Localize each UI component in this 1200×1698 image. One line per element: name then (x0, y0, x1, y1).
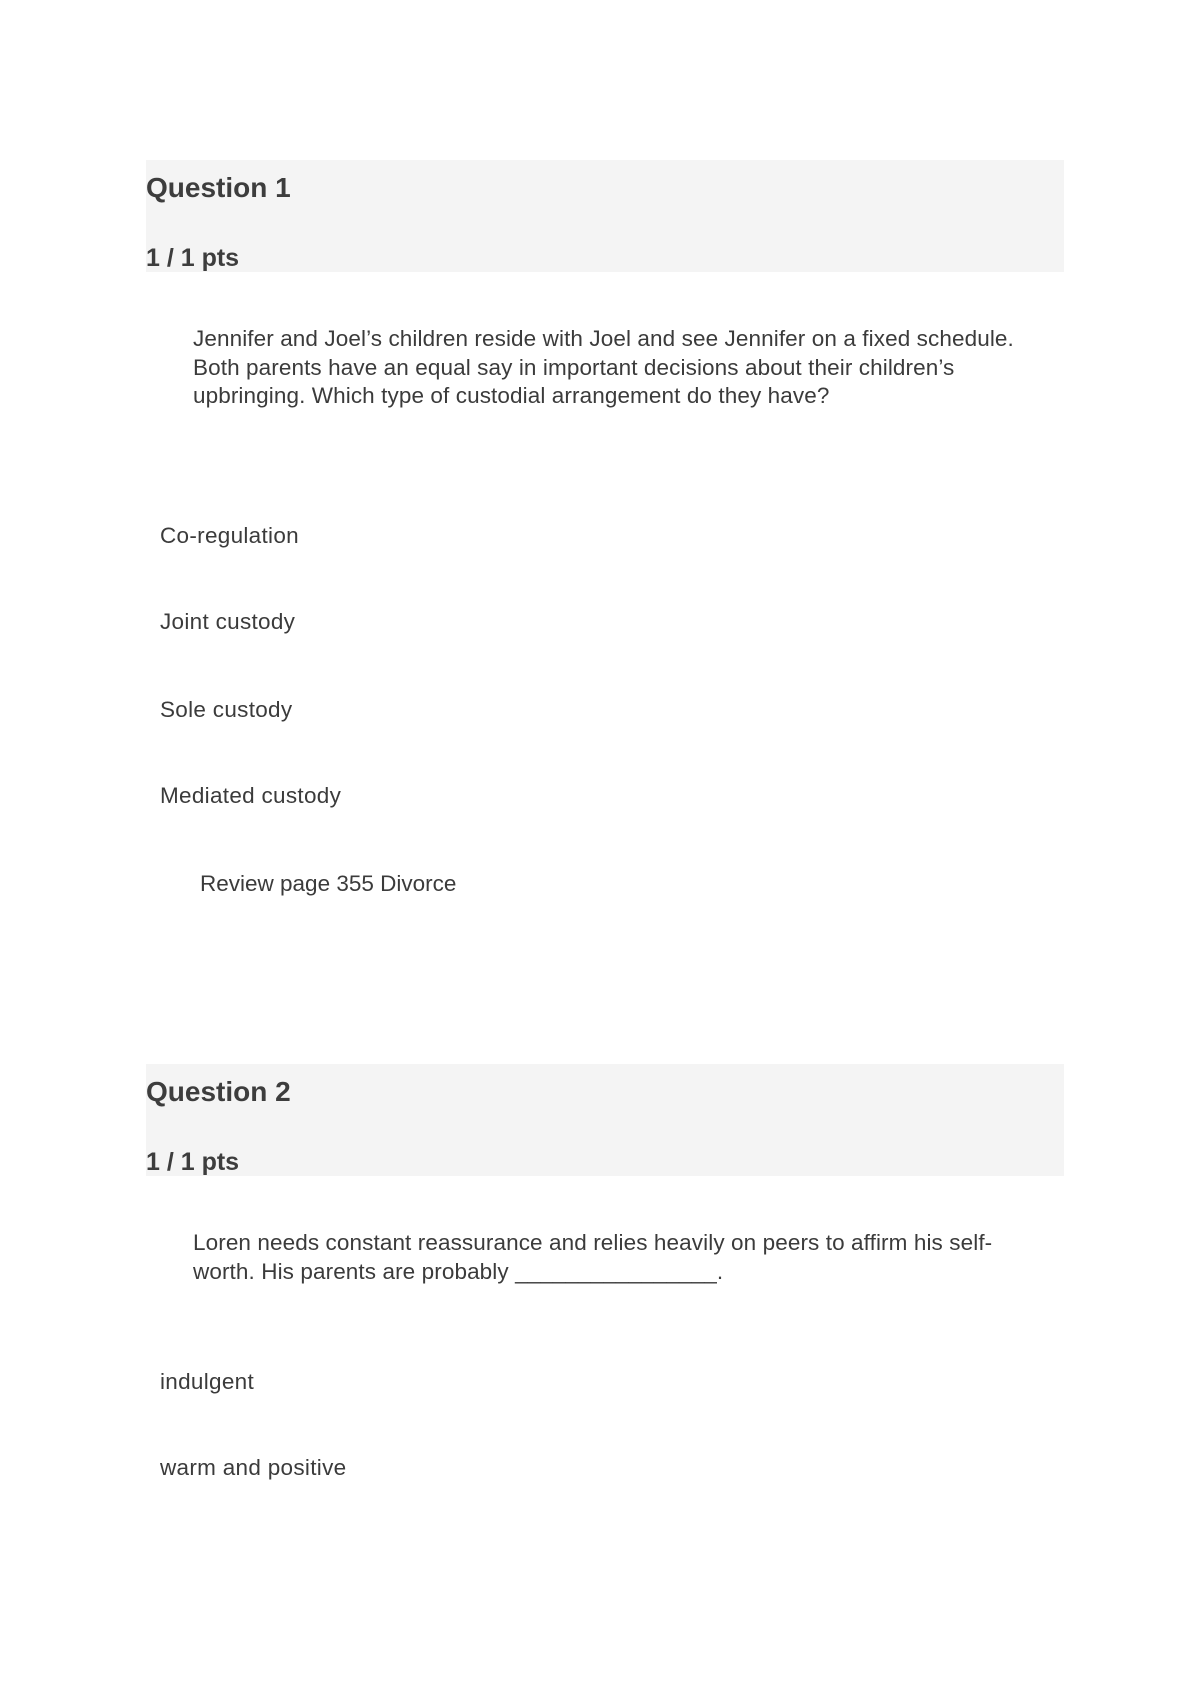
question-text: Jennifer and Joel’s children reside with Joel and see Jennifer on a fixed schedule. Both parents have an equal say in important decisions about their children’s upbringing. Which type of custodial arrangement do they have? (193, 326, 1014, 408)
answer-feedback: Review page 355 Divorce (200, 871, 457, 896)
answer-option[interactable]: warm and positive (160, 1455, 347, 1480)
question-header (146, 1064, 1064, 1176)
answer-option[interactable]: Sole custody (160, 697, 293, 722)
answer-option[interactable]: Joint custody (160, 609, 296, 634)
question-title: Question 2 (146, 1076, 291, 1107)
question-header (146, 160, 1064, 272)
question-points: 1 / 1 pts (146, 244, 240, 272)
question-text: Loren needs constant reassurance and relies heavily on peers to affirm his self-worth. His parents are probably ________________. (193, 1230, 993, 1284)
answer-option[interactable]: Co-regulation (160, 523, 299, 548)
question-points: 1 / 1 pts (146, 1148, 240, 1176)
question-title: Question 1 (146, 172, 291, 203)
answer-option[interactable]: indulgent (160, 1369, 255, 1394)
answer-option[interactable]: Mediated custody (160, 783, 342, 808)
